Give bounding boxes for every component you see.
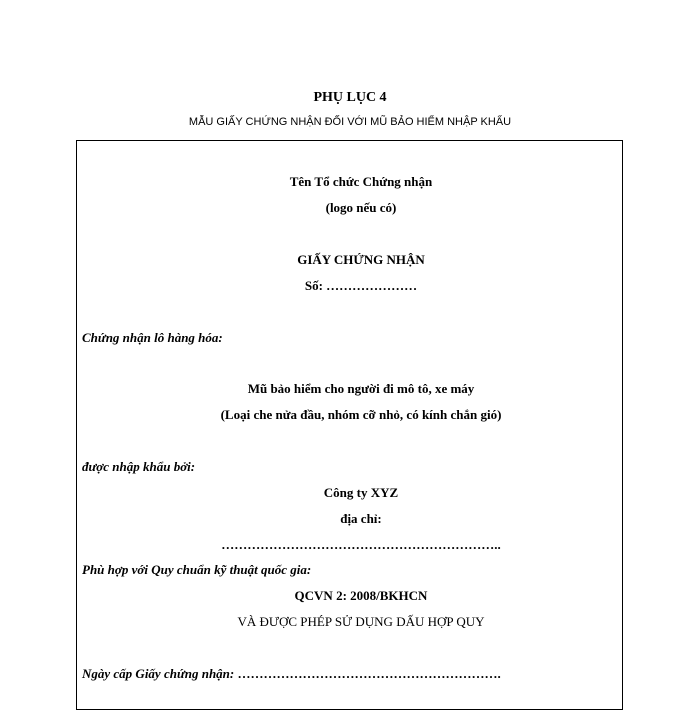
logo-note: (logo nếu có) bbox=[325, 200, 397, 215]
company-name: Công ty XYZ bbox=[323, 485, 399, 500]
org-name: Tên Tổ chức Chứng nhận bbox=[289, 174, 433, 189]
issue-date-line bbox=[82, 666, 501, 682]
importer-label: được nhập khẩu bởi: bbox=[82, 459, 196, 474]
certificate-number: Số: ………………… bbox=[304, 278, 418, 293]
regulation-code: QCVN 2: 2008/BKHCN bbox=[294, 588, 428, 603]
regulation-label: Phù hợp với Quy chuẩn kỹ thuật quốc gia: bbox=[82, 562, 312, 577]
permission-text: VÀ ĐƯỢC PHÉP SỬ DỤNG DẤU HỢP QUY bbox=[237, 614, 485, 629]
issue-date-dots: ……………………………………………………. bbox=[237, 666, 501, 681]
doc-title: GIẤY CHỨNG NHẬN bbox=[297, 252, 425, 267]
issue-date-label: Ngày cấp Giấy chứng nhận: bbox=[82, 666, 235, 681]
lot-label: Chứng nhận lô hàng hóa: bbox=[82, 330, 223, 345]
form-title: MẪU GIẤY CHỨNG NHẬN ĐỐI VỚI MŨ BẢO HIỂM NHẬP KHẨU bbox=[188, 116, 512, 128]
address-dots: ……………………………………………………….. bbox=[221, 537, 501, 552]
product-type: (Loại che nửa đầu, nhóm cỡ nhỏ, có kính chắn gió) bbox=[220, 407, 502, 422]
product-name: Mũ bảo hiểm cho người đi mô tô, xe máy bbox=[247, 381, 475, 396]
appendix-title: PHỤ LỤC 4 bbox=[313, 90, 387, 105]
address-label: địa chỉ: bbox=[340, 511, 382, 526]
